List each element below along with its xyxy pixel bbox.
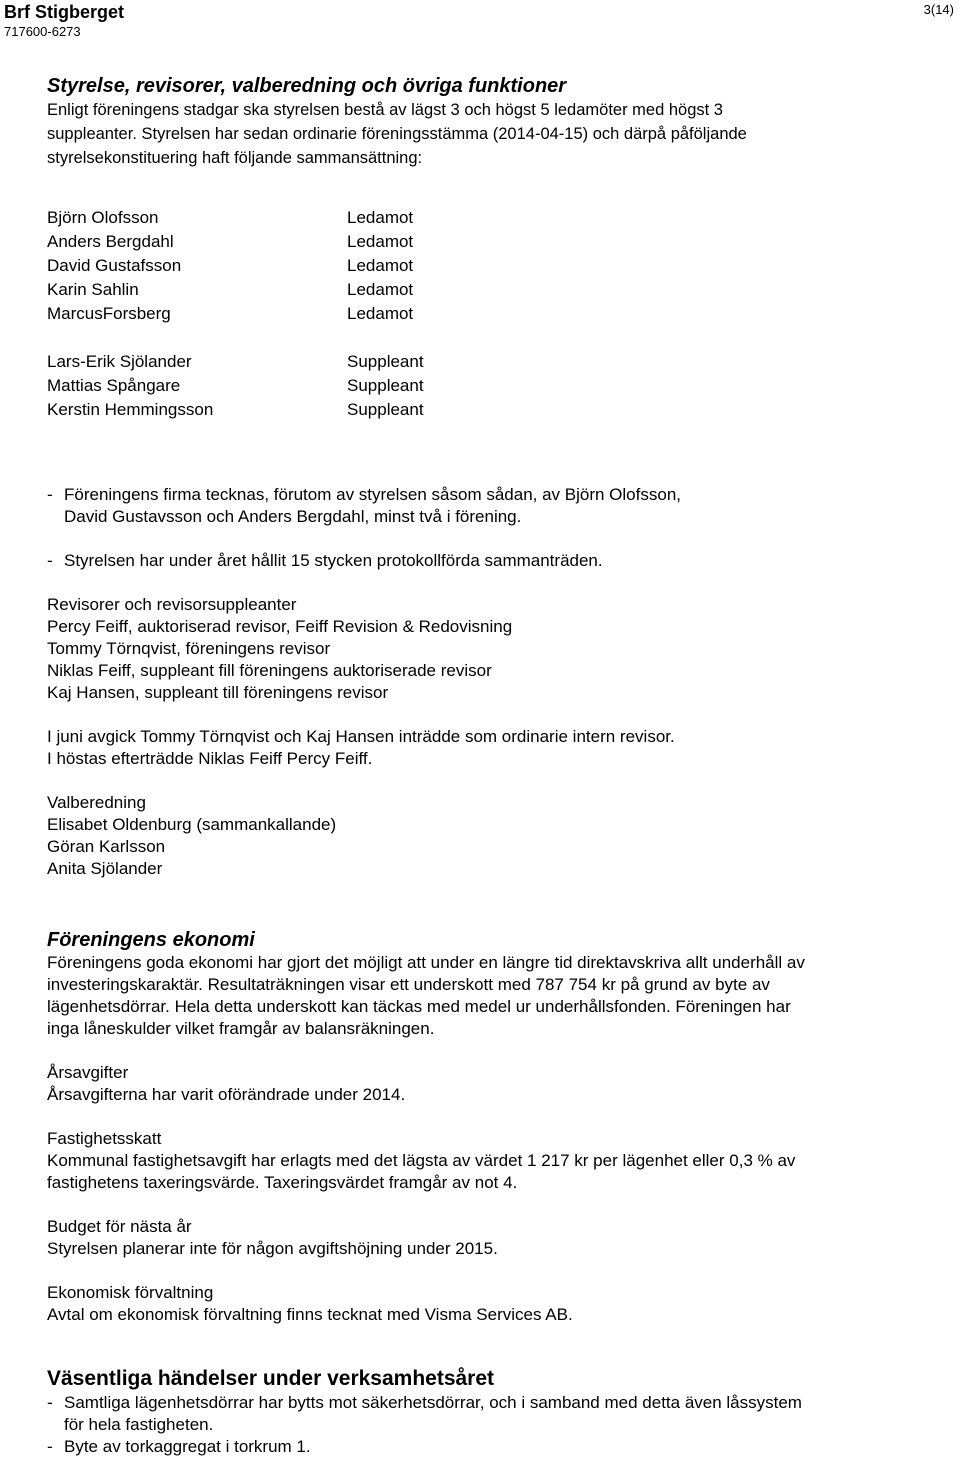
deputy-name: Mattias Spångare (47, 376, 181, 395)
document-body (47, 74, 947, 1458)
admin-heading: Ekonomisk förvaltning (47, 1283, 214, 1302)
bullet-dash: - (47, 485, 53, 504)
board-roles-column (347, 206, 647, 422)
auditor-line: Tommy Törnqvist, föreningens revisor (47, 639, 331, 658)
event-text-line: Byte av torkaggregat i torkrum 1. (64, 1437, 311, 1456)
page-number: 3(14) (923, 2, 954, 17)
nomination-member: Göran Karlsson (47, 837, 166, 856)
budget-text: Styrelsen planerar inte för någon avgiftshöjning under 2015. (47, 1239, 498, 1258)
member-name: MarcusForsberg (47, 304, 171, 323)
member-role: Ledamot (347, 280, 414, 299)
board-intro-line: styrelsekonstituering haft följande sammansättning: (47, 149, 423, 167)
nomination-heading: Valberedning (47, 793, 146, 812)
economy-text-line: inga låneskulder vilket framgår av balansräkningen. (47, 1019, 435, 1038)
meetings-bullet (47, 550, 947, 572)
member-name: David Gustafsson (47, 256, 182, 275)
budget-heading: Budget för nästa år (47, 1217, 192, 1236)
bullet-dash: - (47, 1393, 53, 1412)
auditor-line: Percy Feiff, auktoriserad revisor, Feiff Revision & Redovisning (47, 617, 513, 636)
admin-text: Avtal om ekonomisk förvaltning finns tecknat med Visma Services AB. (47, 1305, 573, 1324)
section-title-board: Styrelse, revisorer, valberedning och övriga funktioner (47, 75, 567, 97)
deputy-role: Suppleant (347, 352, 424, 371)
organization-number: 717600-6273 (4, 24, 81, 39)
fees-heading: Årsavgifter (47, 1063, 129, 1082)
bullet-text-line: Föreningens firma tecknas, förutom av styrelsen såsom sådan, av Björn Olofsson, (64, 485, 681, 504)
tax-heading: Fastighetsskatt (47, 1129, 162, 1148)
auditor-note-line: I höstas efterträdde Niklas Feiff Percy Feiff. (47, 749, 373, 768)
auditors-heading: Revisorer och revisorsuppleanter (47, 595, 297, 614)
signatory-bullet (47, 484, 947, 528)
nomination-member: Elisabet Oldenburg (sammankallande) (47, 815, 337, 834)
board-members-list (47, 206, 947, 422)
tax-text-line: fastighetens taxeringsvärde. Taxeringsvärdet framgår av not 4. (47, 1173, 518, 1192)
deputy-role: Suppleant (347, 376, 424, 395)
economy-section (47, 952, 947, 1326)
nomination-member: Anita Sjölander (47, 859, 163, 878)
event-text-line: Samtliga lägenhetsdörrar har bytts mot säkerhetsdörrar, och i samband med detta även låssystem (64, 1393, 802, 1412)
economy-text-line: investeringskaraktär. Resultaträkningen visar ett underskott med 787 754 kr på grund av byte av (47, 975, 770, 994)
fees-text: Årsavgifterna har varit oförändrade under 2014. (47, 1085, 406, 1104)
economy-text-line: lägenhetsdörrar. Hela detta underskott kan täckas med medel ur underhållsfonden. Föreningen har (47, 997, 791, 1016)
auditor-line: Kaj Hansen, suppleant till föreningens revisor (47, 683, 389, 702)
bullet-dash: - (47, 1437, 53, 1456)
auditor-note-line: I juni avgick Tommy Törnqvist och Kaj Hansen inträdde som ordinarie intern revisor. (47, 727, 675, 746)
events-section (47, 1392, 947, 1458)
event-item (47, 1436, 947, 1458)
board-intro-line: Enligt föreningens stadgar ska styrelsen bestå av lägst 3 och högst 5 ledamöter med högst 3 (47, 101, 723, 119)
member-role: Ledamot (347, 208, 414, 227)
board-intro-line: suppleanter. Styrelsen har sedan ordinarie föreningsstämma (2014-04-15) och därpå påföljande (47, 125, 747, 143)
bullet-text-line: Styrelsen har under året hållit 15 stycken protokollförda sammanträden. (64, 551, 603, 570)
deputy-name: Lars-Erik Sjölander (47, 352, 192, 371)
section-title-economy: Föreningens ekonomi (47, 929, 255, 951)
member-name: Karin Sahlin (47, 280, 139, 299)
member-role: Ledamot (347, 304, 414, 323)
deputy-role: Suppleant (347, 400, 424, 419)
event-text-line: för hela fastigheten. (64, 1415, 214, 1434)
organization-name: Brf Stigberget (4, 2, 125, 22)
event-item (47, 1392, 947, 1436)
section-title-events: Väsentliga händelser under verksamhetsåret (47, 1367, 495, 1390)
bullet-text-line: David Gustavsson och Anders Bergdahl, minst två i förening. (64, 507, 522, 526)
nomination-section (47, 792, 947, 880)
member-role: Ledamot (347, 232, 414, 251)
auditor-line: Niklas Feiff, suppleant fill föreningens auktoriserade revisor (47, 661, 492, 680)
member-role: Ledamot (347, 256, 414, 275)
board-names-column (47, 206, 347, 422)
member-name: Björn Olofsson (47, 208, 159, 227)
economy-text-line: Föreningens goda ekonomi har gjort det möjligt att under en längre tid direktavskriva allt underhåll av (47, 953, 805, 972)
member-name: Anders Bergdahl (47, 232, 174, 251)
tax-text-line: Kommunal fastighetsavgift har erlagts med det lägsta av värdet 1 217 kr per lägenhet eller 0,3 % av (47, 1151, 796, 1170)
deputy-name: Kerstin Hemmingsson (47, 400, 214, 419)
auditors-section (47, 594, 947, 770)
bullet-dash: - (47, 551, 53, 570)
